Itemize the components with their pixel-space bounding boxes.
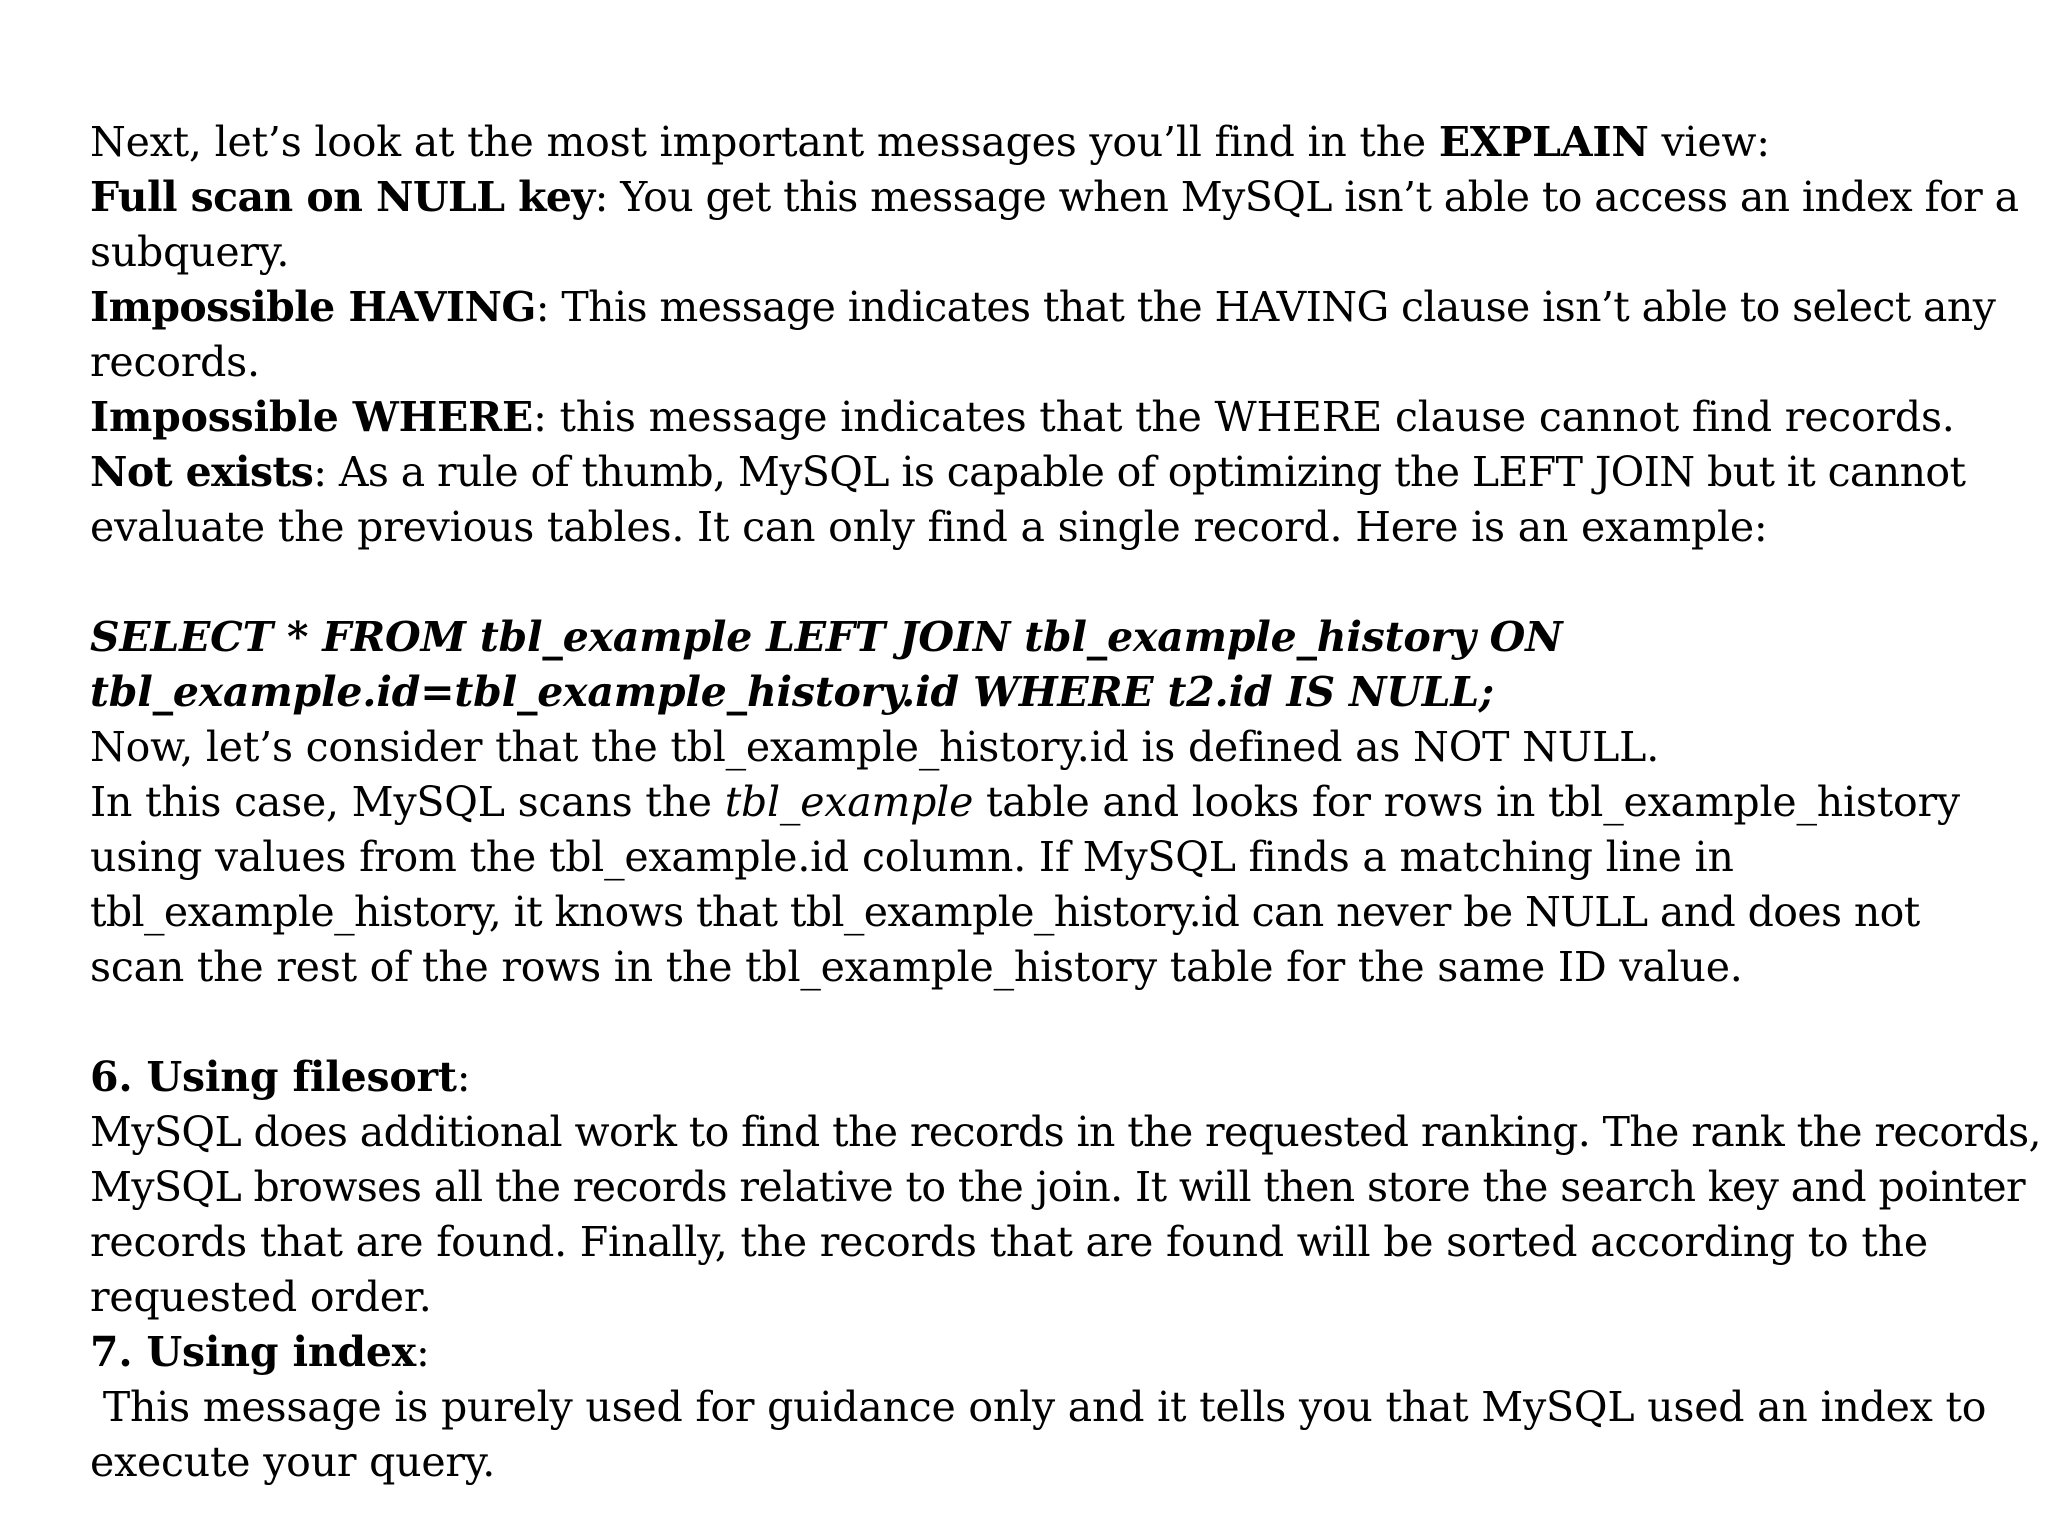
term-impossible-having: Impossible HAVING xyxy=(90,283,536,331)
section-6-line-3: records that are found. Finally, the records that are found will be sorted according to the xyxy=(90,1218,1928,1266)
message-not-exists: Not exists: As a rule of thumb, MySQL is capable of optimizing the LEFT JOIN but it cannot xyxy=(90,448,1966,496)
section-7-line-1: This message is purely used for guidance only and it tells you that MySQL used an index to xyxy=(90,1383,1987,1431)
message-impossible-having-cont: records. xyxy=(90,338,260,386)
code-example-line-2: tbl_example.id=tbl_example_history.id WHERE t2.id IS NULL; xyxy=(90,668,1494,716)
message-full-scan: Full scan on NULL key: You get this message when MySQL isn’t able to access an index for a xyxy=(90,173,2019,221)
explanation-line-1: Now, let’s consider that the tbl_example_history.id is defined as NOT NULL. xyxy=(90,723,1660,771)
explanation-line-4: tbl_example_history, it knows that tbl_example_history.id can never be NULL and does not xyxy=(90,888,1920,936)
section-7-line-2: execute your query. xyxy=(90,1438,496,1486)
section-6-line-2: MySQL browses all the records relative to the join. It will then store the search key and pointer xyxy=(90,1163,2026,1211)
explanation-line-3: using values from the tbl_example.id column. If MySQL finds a matching line in xyxy=(90,833,1734,881)
section-6-heading: 6. Using filesort: xyxy=(90,1053,471,1101)
message-impossible-having: Impossible HAVING: This message indicates that the HAVING clause isn’t able to select any xyxy=(90,283,1996,331)
section-6-line-4: requested order. xyxy=(90,1273,432,1321)
term-not-exists: Not exists xyxy=(90,448,314,496)
spacer xyxy=(90,555,2035,610)
section-7-heading: 7. Using index: xyxy=(90,1328,430,1376)
term-impossible-where: Impossible WHERE xyxy=(90,393,534,441)
message-impossible-where: Impossible WHERE: this message indicates that the WHERE clause cannot find records. xyxy=(90,393,1955,441)
section-6-line-1: MySQL does additional work to find the records in the requested ranking. The rank the records, xyxy=(90,1108,2041,1156)
document-page xyxy=(90,115,2041,1490)
explanation-line-5: scan the rest of the rows in the tbl_example_history table for the same ID value. xyxy=(90,943,1743,991)
code-example-line-1: SELECT * FROM tbl_example LEFT JOIN tbl_example_history ON xyxy=(90,613,1563,661)
term-full-scan: Full scan on NULL key xyxy=(90,173,595,221)
intro-line: Next, let’s look at the most important messages you’ll find in the EXPLAIN view: xyxy=(90,118,1770,166)
explain-keyword: EXPLAIN xyxy=(1438,118,1649,166)
message-full-scan-cont: subquery. xyxy=(90,228,290,276)
spacer xyxy=(90,995,2035,1050)
explanation-line-2: In this case, MySQL scans the tbl_example table and looks for rows in tbl_example_history xyxy=(90,778,1960,826)
message-not-exists-cont: evaluate the previous tables. It can only find a single record. Here is an example: xyxy=(90,503,1768,551)
table-name-italic: tbl_example xyxy=(724,778,974,826)
